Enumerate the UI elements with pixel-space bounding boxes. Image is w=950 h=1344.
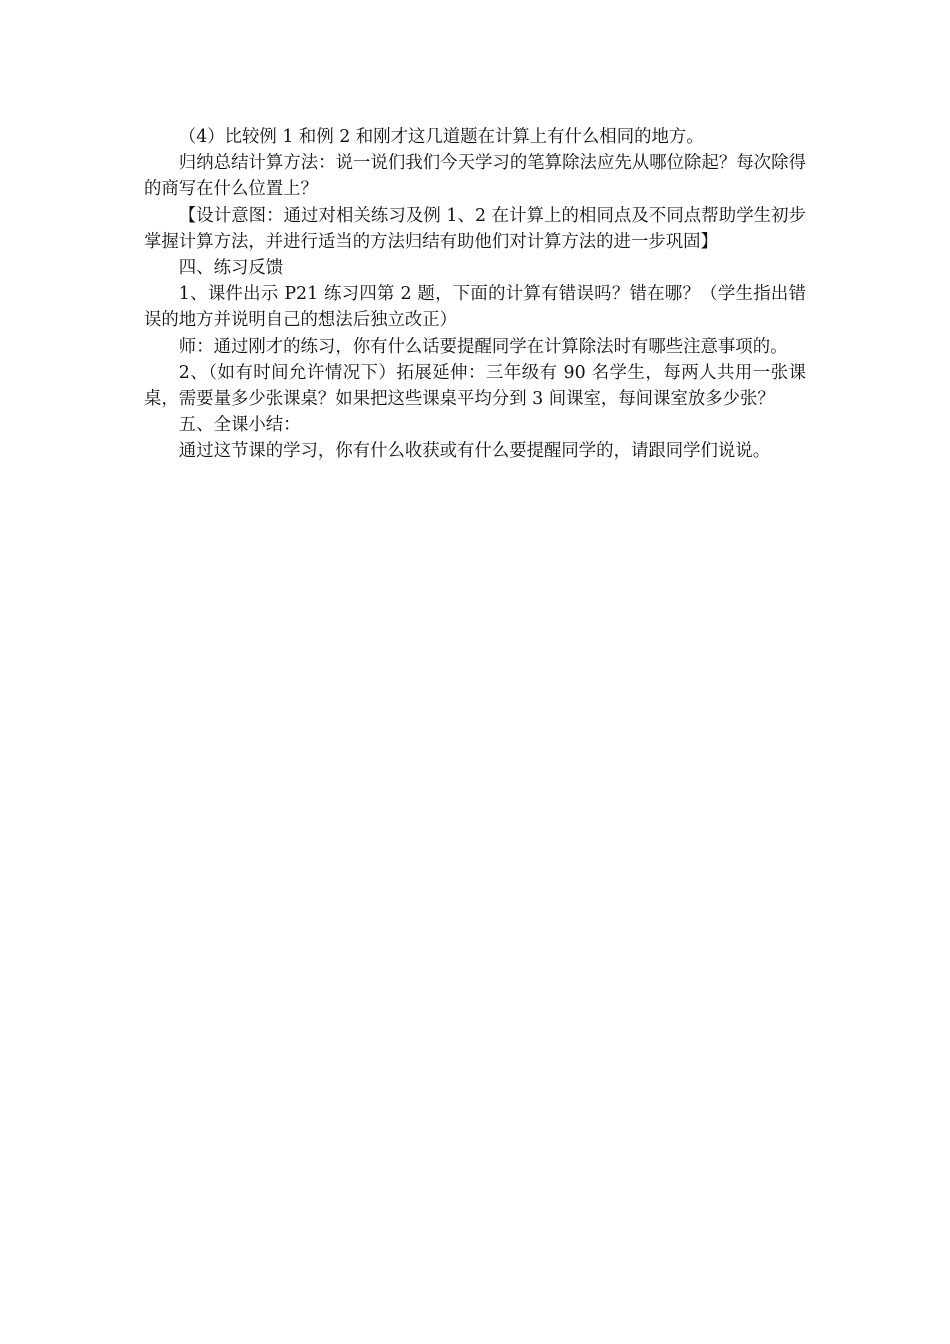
paragraph-summary-prompt: 通过这节课的学习，你有什么收获或有什么要提醒同学的，请跟同学们说说。 bbox=[178, 441, 771, 462]
paragraph-compare-examples: （4）比较例 1 和例 2 和刚才这几道题在计算上有什么相同的地方。 bbox=[178, 127, 704, 147]
paragraph-exercise-1: 1、课件出示 P21 练习四第 2 题，下面的计算有错误吗？错在哪？（学生指出错误的地方并说明自己的想法后独立改正） bbox=[144, 284, 806, 331]
section-heading-lesson-summary: 五、全课小结： bbox=[178, 415, 301, 436]
paragraph-teacher-question: 师：通过刚才的练习，你有什么话要提醒同学在计算除法时有哪些注意事项的。 bbox=[178, 336, 788, 357]
paragraph-design-intent: 【设计意图：通过对相关练习及例 1、2 在计算上的相同点及不同点帮助学生初步掌握计算方法，并进行适当的方法归结有助他们对计算方法的进一步巩固】 bbox=[144, 205, 806, 252]
document-body bbox=[144, 124, 806, 465]
section-heading-practice-feedback: 四、练习反馈 bbox=[178, 258, 284, 279]
paragraph-summarize-method: 归纳总结计算方法：说一说们我们今天学习的笔算除法应先从哪位除起？每次除得的商写在什么位置上？ bbox=[144, 153, 806, 200]
paragraph-exercise-2: 2、（如有时间允许情况下）拓展延伸：三年级有 90 名学生，每两人共用一张课桌，需要量多少张课桌？如果把这些课桌平均分到 3 间课室，每间课室放多少张？ bbox=[144, 362, 806, 410]
